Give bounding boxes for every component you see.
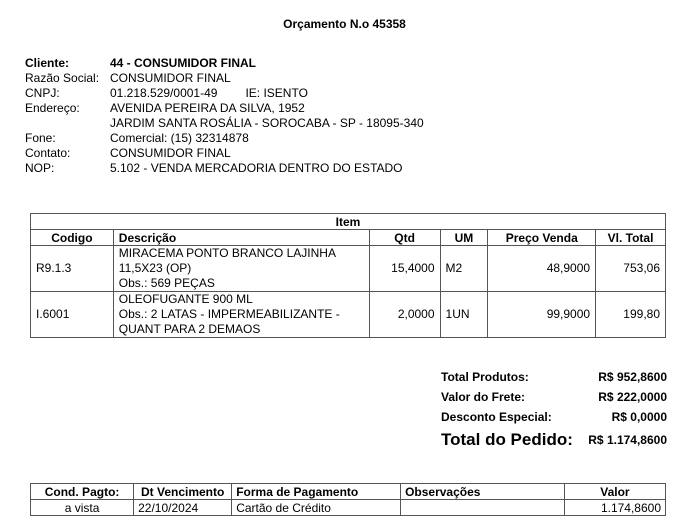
payment-cond: a vista <box>31 500 134 516</box>
endereco-row <box>25 101 424 116</box>
header-valor: Valor <box>564 484 665 500</box>
desconto-label: Desconto Especial: <box>441 410 552 424</box>
fone-row <box>25 131 424 146</box>
contato-value: CONSUMIDOR FINAL <box>110 146 231 160</box>
ie-label: IE: <box>245 86 261 100</box>
item-um: M2 <box>440 246 488 292</box>
item-desc-line: MIRACEMA PONTO BRANCO LAJINHA <box>118 246 336 260</box>
cnpj-label: CNPJ: <box>25 86 60 100</box>
endereco-label: Endereço: <box>25 101 80 115</box>
items-section-row <box>31 214 666 230</box>
items-table <box>30 213 666 338</box>
item-um: 1UN <box>440 292 488 338</box>
razao-row <box>25 71 424 86</box>
valor-frete-row <box>441 390 667 410</box>
payment-valor: 1.174,8600 <box>564 500 665 516</box>
payment-forma: Cartão de Crédito <box>232 500 401 516</box>
item-desc-line: Obs.: 569 PEÇAS <box>118 276 215 290</box>
item-desc-line: QUANT PARA 2 DEMAOS <box>118 322 261 336</box>
item-qtd: 15,4000 <box>369 246 440 292</box>
contato-row <box>25 146 424 161</box>
header-cond-pagto: Cond. Pagto: <box>31 484 134 500</box>
nop-label: NOP: <box>25 161 55 175</box>
endereco-row-2 <box>25 116 424 131</box>
cliente-value: 44 - CONSUMIDOR FINAL <box>110 56 257 70</box>
endereco-line2: JARDIM SANTA ROSÁLIA - SOROCABA - SP - 18095-340 <box>110 116 424 130</box>
header-preco: Preço Venda <box>488 230 596 246</box>
header-qtd: Qtd <box>369 230 440 246</box>
item-preco: 99,9000 <box>488 292 596 338</box>
desconto-value: R$ 0,0000 <box>611 410 667 424</box>
header-dt-vencimento: Dt Vencimento <box>134 484 232 500</box>
item-codigo: I.6001 <box>31 292 114 338</box>
fone-label: Fone: <box>25 131 56 145</box>
table-row <box>31 292 666 338</box>
item-codigo: R9.1.3 <box>31 246 114 292</box>
cnpj-row <box>25 86 424 101</box>
header-um: UM <box>440 230 488 246</box>
total-produtos-value: R$ 952,8600 <box>598 370 667 384</box>
header-codigo: Codigo <box>31 230 114 246</box>
cnpj-cell <box>110 86 424 101</box>
payment-vencimento: 22/10/2024 <box>134 500 232 516</box>
item-total: 199,80 <box>596 292 666 338</box>
total-produtos-label: Total Produtos: <box>441 370 529 384</box>
header-descricao: Descrição <box>113 230 369 246</box>
item-descricao <box>113 246 369 292</box>
item-total: 753,06 <box>596 246 666 292</box>
item-qtd: 2,0000 <box>369 292 440 338</box>
header-total: Vl. Total <box>596 230 666 246</box>
ie-value: ISENTO <box>263 86 308 100</box>
fone-value: Comercial: (15) 32314878 <box>110 131 249 145</box>
item-desc-line: Obs.: 2 LATAS - IMPERMEABILIZANTE - <box>118 307 340 321</box>
header-forma-pagamento: Forma de Pagamento <box>232 484 401 500</box>
table-row <box>31 246 666 292</box>
payment-obs <box>401 500 565 516</box>
endereco-line1: AVENIDA PEREIRA DA SILVA, 1952 <box>110 101 305 115</box>
contato-label: Contato: <box>25 146 71 160</box>
table-row <box>31 500 666 516</box>
cliente-label: Cliente: <box>25 56 70 70</box>
payment-table <box>30 483 666 516</box>
nop-row <box>25 161 424 176</box>
valor-frete-label: Valor do Frete: <box>441 390 526 404</box>
razao-label: Razão Social: <box>25 71 100 85</box>
nop-value: 5.102 - VENDA MERCADORIA DENTRO DO ESTADO <box>110 161 403 175</box>
cnpj-value: 01.218.529/0001-49 <box>110 86 218 100</box>
items-header-row <box>31 230 666 246</box>
item-desc-line: OLEOFUGANTE 900 ML <box>118 292 253 306</box>
item-preco: 48,9000 <box>488 246 596 292</box>
totals-block <box>441 370 667 454</box>
total-pedido-row <box>441 430 667 454</box>
razao-value: CONSUMIDOR FINAL <box>110 71 231 85</box>
item-descricao <box>113 292 369 338</box>
desconto-row <box>441 410 667 430</box>
items-section-title: Item <box>31 214 666 230</box>
total-pedido-label: Total do Pedido: <box>441 430 573 449</box>
valor-frete-value: R$ 222,0000 <box>598 390 667 404</box>
header-observacoes: Observações <box>401 484 565 500</box>
item-desc-line: 11,5X23 (OP) <box>118 261 192 275</box>
payment-header-row <box>31 484 666 500</box>
client-row <box>25 56 424 71</box>
document-title: Orçamento N.o 45358 <box>283 17 406 31</box>
client-info <box>25 56 424 176</box>
total-produtos-row <box>441 370 667 390</box>
total-pedido-value: R$ 1.174,8600 <box>588 433 667 447</box>
